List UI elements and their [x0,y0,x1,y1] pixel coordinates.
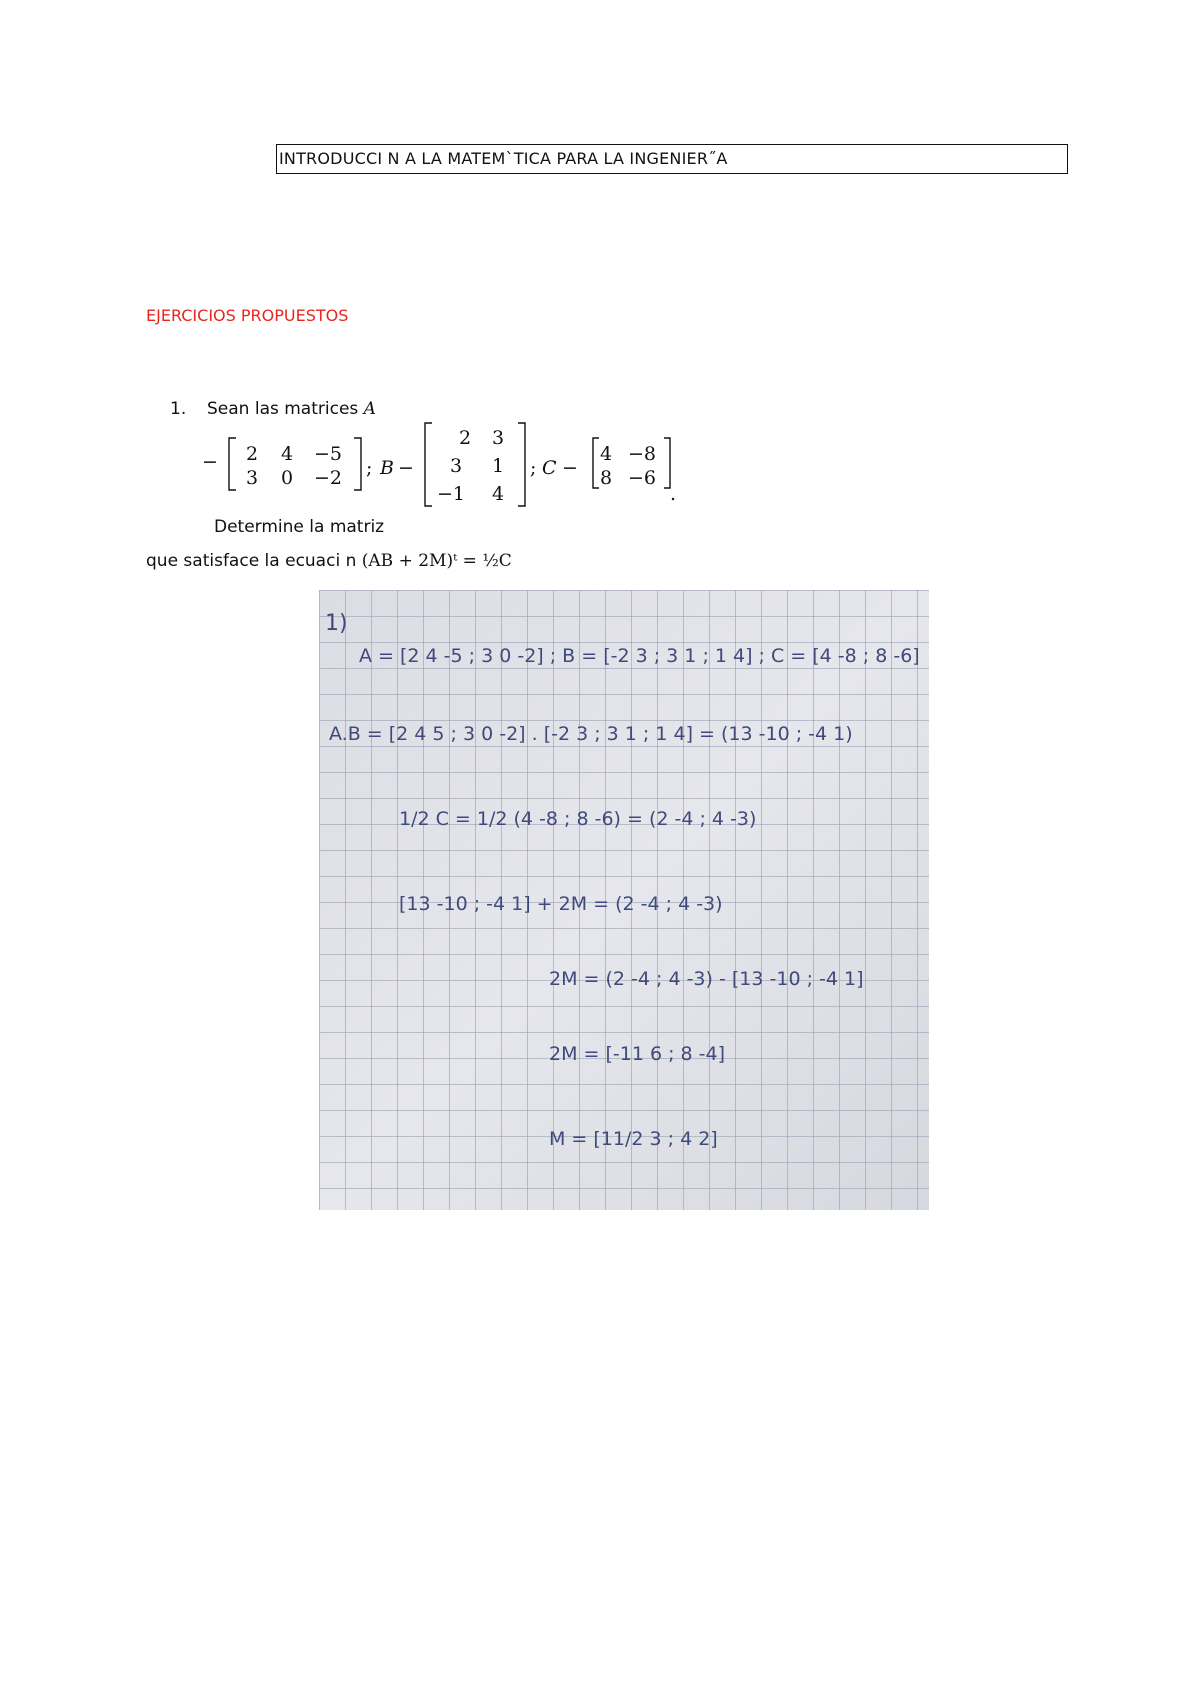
equals-sign-a: − [202,451,218,473]
matrix-c-cell: 4 [600,443,613,465]
exercise-number: 1. [170,399,187,419]
matrix-a-symbol: A [363,399,376,419]
handwritten-line-6: 2M = [-11 6 ; 8 -4] [549,1043,726,1065]
bracket-b-left [425,423,432,506]
matrix-b-cell: 1 [492,455,505,477]
handwritten-line-2: A.B = [2 4 5 ; 3 0 -2] . [-2 3 ; 3 1 ; 1 4] = (13 -10 ; -4 1) [329,723,853,745]
equation-prefix: que satisface la ecuaci n [146,551,362,571]
matrix-c-symbol: C [542,457,557,479]
exercise-equation-line [146,551,512,571]
matrix-c-cell: 8 [600,467,613,489]
exercise-instruction: Determine la matriz [214,517,385,537]
separator: ; [530,457,537,479]
equation: (AB + 2M)ᵗ = ½C [361,551,512,571]
bracket-b-right [518,423,525,506]
matrix-b-cell: 3 [492,427,505,449]
exercise-intro [207,399,376,419]
handwritten-line-1: A = [2 4 -5 ; 3 0 -2] ; B = [-2 3 ; 3 1 ; 1 4] ; C = [4 -8 ; 8 -6] [359,645,920,667]
matrix-a-cell: −2 [314,467,343,489]
bracket-c-right [664,438,670,488]
exercise-intro-text: Sean las matrices [207,399,364,419]
bracket-a-right [354,438,361,490]
matrix-a-cell: 4 [281,443,294,465]
matrix-b-cell: 4 [492,483,505,505]
equals-sign-c: − [562,457,578,479]
matrix-a-cell: 2 [246,443,259,465]
period: . [670,483,677,505]
equals-sign-b: − [398,457,414,479]
matrix-b-cell: 2 [459,427,472,449]
handwritten-line-3: 1/2 C = 1/2 (4 -8 ; 8 -6) = (2 -4 ; 4 -3) [399,808,757,830]
matrix-c-cell: −6 [628,467,657,489]
bracket-c-left [593,438,599,488]
matrix-b-symbol: B [380,457,394,479]
handwritten-label: 1) [325,611,348,636]
matrix-b-cell: 3 [450,455,463,477]
bracket-a-left [229,438,236,490]
handwritten-solution-photo [319,590,929,1210]
matrix-definitions [196,420,696,510]
separator: ; [366,457,373,479]
matrix-c-cell: −8 [628,443,657,465]
handwritten-line-7: M = [11/2 3 ; 4 2] [549,1128,718,1150]
matrix-a-cell: 3 [246,467,259,489]
matrix-a-cell: −5 [314,443,343,465]
handwritten-line-5: 2M = (2 -4 ; 4 -3) - [13 -10 ; -4 1] [549,968,864,990]
matrix-b-cell: −1 [437,483,466,505]
document-title: INTRODUCCI N A LA MATEM`TICA PARA LA INGENIER˝A [276,144,1068,174]
matrix-a-cell: 0 [281,467,294,489]
handwritten-line-4: [13 -10 ; -4 1] + 2M = (2 -4 ; 4 -3) [399,893,723,915]
section-title: EJERCICIOS PROPUESTOS [146,306,349,325]
